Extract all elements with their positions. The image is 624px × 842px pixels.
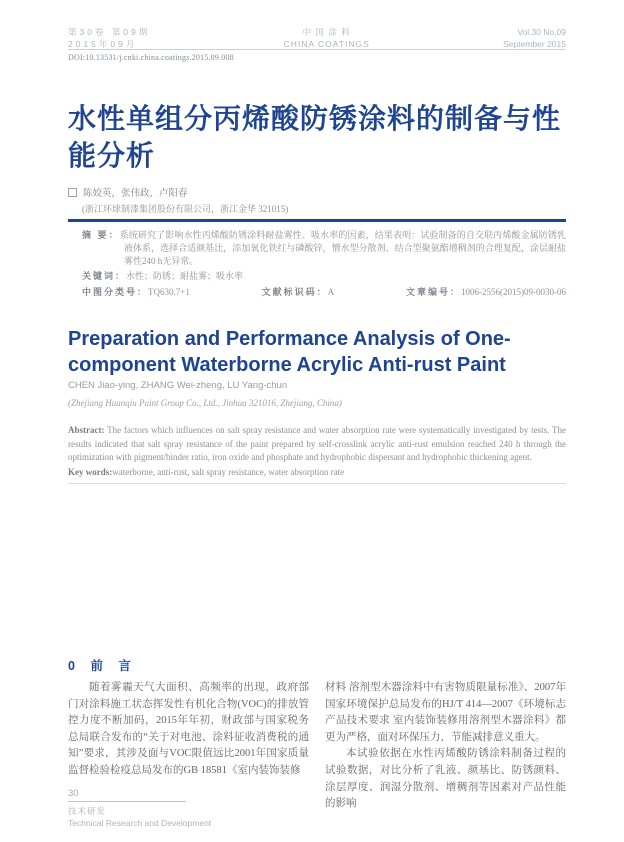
abstract-text-en: The factors which influences on salt spray resistance and water absorption rate were systematically investigated by tests. The results indicated that salt spray resistance of the paint prepared by self-crosslink acrylic anti-rust emulsion reached 240 h through the optimization with pigment/binder ratio, iron oxide and phosphate and hydrophobic dispersant and hydrophobic thickening agent.	[68, 425, 567, 462]
title-chinese: 水性单组分丙烯酸防锈涂料的制备与性能分析	[68, 103, 562, 171]
volume-issue-en: Vol.30 No.09	[517, 27, 566, 37]
abstract-english	[68, 424, 566, 465]
doi: DOI:10.13531/j.cnki.china.coatings.2015.09.008	[68, 53, 234, 62]
article-id-label: 文章编号：	[405, 287, 461, 297]
title-divider	[68, 219, 566, 222]
authors-english: CHEN Jiao-ying, ZHANG Wei-zheng, LU Yang-chun	[68, 380, 288, 391]
page-number: 30	[68, 788, 79, 799]
affiliation-english: (Zhejiang Huanqiu Paint Group Co., Ltd., Jinhua 321016, Zhejiang, China)	[68, 398, 342, 408]
keywords-en: waterborne, anti-rust, salt spray resistance, water absorption rate	[112, 466, 345, 477]
keywords-label-en: Key words:	[68, 466, 113, 477]
header-divider	[68, 49, 566, 50]
clc-number: TQ630.7+1	[148, 287, 190, 297]
authors-chinese: 陈姣英，张伟政，卢阳春	[83, 189, 188, 199]
title-english: Preparation and Performance Analysis of One-component Waterborne Acrylic Anti-rust Paint	[68, 328, 511, 376]
footer-divider	[68, 801, 186, 802]
body-paragraph-left: 随着雾霾天气大面积、高频率的出现，政府部门对涂料施工状态挥发性有机化合物(VOC)的排放管控力度不断加码，2015年年初，财政部与国家税务总局联合发布的“关于对电池、涂料征收消费税的通知”要求，其涉及面与VOC限值远比2001年国家质量监督检验检疫总局发布的GB 18581《室内装饰装修	[68, 682, 309, 776]
section-heading	[68, 656, 137, 674]
journal-header	[68, 26, 566, 50]
page-footer	[68, 788, 211, 828]
abstract-label-cn: 摘 要：	[82, 230, 120, 240]
journal-name-en: CHINA COATINGS	[283, 39, 370, 49]
body-paragraph-right-2: 本试验依据在水性丙烯酸防锈涂料制备过程的试验数据，对比分析了乳液、颜基比、防锈颜料、涂层厚度、润湿分散剂、增稠剂等因素对产品性能的影响	[325, 748, 566, 810]
volume-issue-cn: 第30卷 第09期	[68, 27, 151, 37]
doc-code: A	[327, 287, 335, 297]
header-right	[503, 26, 566, 50]
date-cn: 2015年09月	[68, 39, 138, 49]
abstract-divider	[68, 483, 566, 484]
body-right-column	[325, 680, 566, 813]
article-id-item	[406, 286, 566, 299]
keywords-english-row	[68, 466, 566, 480]
classification-row	[82, 286, 566, 299]
abstract-english-block	[68, 424, 566, 479]
keywords-chinese-row	[82, 270, 566, 283]
abstract-chinese	[82, 229, 566, 268]
abstract-label-en: Abstract:	[68, 425, 105, 435]
keywords-label-cn: 关键词：	[82, 271, 127, 281]
section-title: 前 言	[90, 659, 137, 673]
body-paragraph-right-1: 材料 溶剂型木器涂料中有害物质限量标准》、2007年国家环境保护总局发布的HJ/T 414—2007《环境标志产品技术要求 室内装饰装修用溶剂型木器涂料》都更为严格，面对环保压力，节能减排意义重大。	[325, 682, 566, 743]
column-name-en: Technical Research and Development	[68, 818, 212, 828]
keywords-cn: 水性；防锈；耐盐雾；吸水率	[126, 271, 244, 281]
doc-code-item	[262, 286, 335, 299]
abstract-chinese-block	[82, 229, 566, 299]
section-number: 0	[68, 659, 81, 673]
article-id: 1006-2556(2015)09-0030-06	[461, 287, 566, 297]
header-left	[68, 26, 150, 50]
authors-chinese-row	[68, 185, 188, 199]
journal-name-cn: 中 国 涂 料	[302, 27, 351, 37]
clc-label: 中图分类号：	[82, 287, 149, 297]
doc-code-label: 文献标识码：	[261, 287, 328, 297]
affiliation-chinese: (浙江环球制漆集团股份有限公司，浙江金华 321015)	[82, 204, 289, 214]
abstract-text-cn: 系统研究了影响水性丙烯酸防锈涂料耐盐雾性、吸水率的因素，结果表明：试验制备的自交联丙烯酸金属防锈乳液体系，选择合适颜基比，添加氧化铁红与磷酸锌，憎水型分散剂、结合型聚氨酯增稠剂的合理复配，涂层耐盐雾性240 h无异常。	[119, 230, 566, 266]
header-center	[284, 26, 370, 50]
author-marker-icon	[68, 188, 77, 197]
date-en: September 2015	[503, 39, 566, 49]
clc-item	[82, 286, 190, 299]
column-name-cn: 技术研发	[68, 806, 107, 816]
